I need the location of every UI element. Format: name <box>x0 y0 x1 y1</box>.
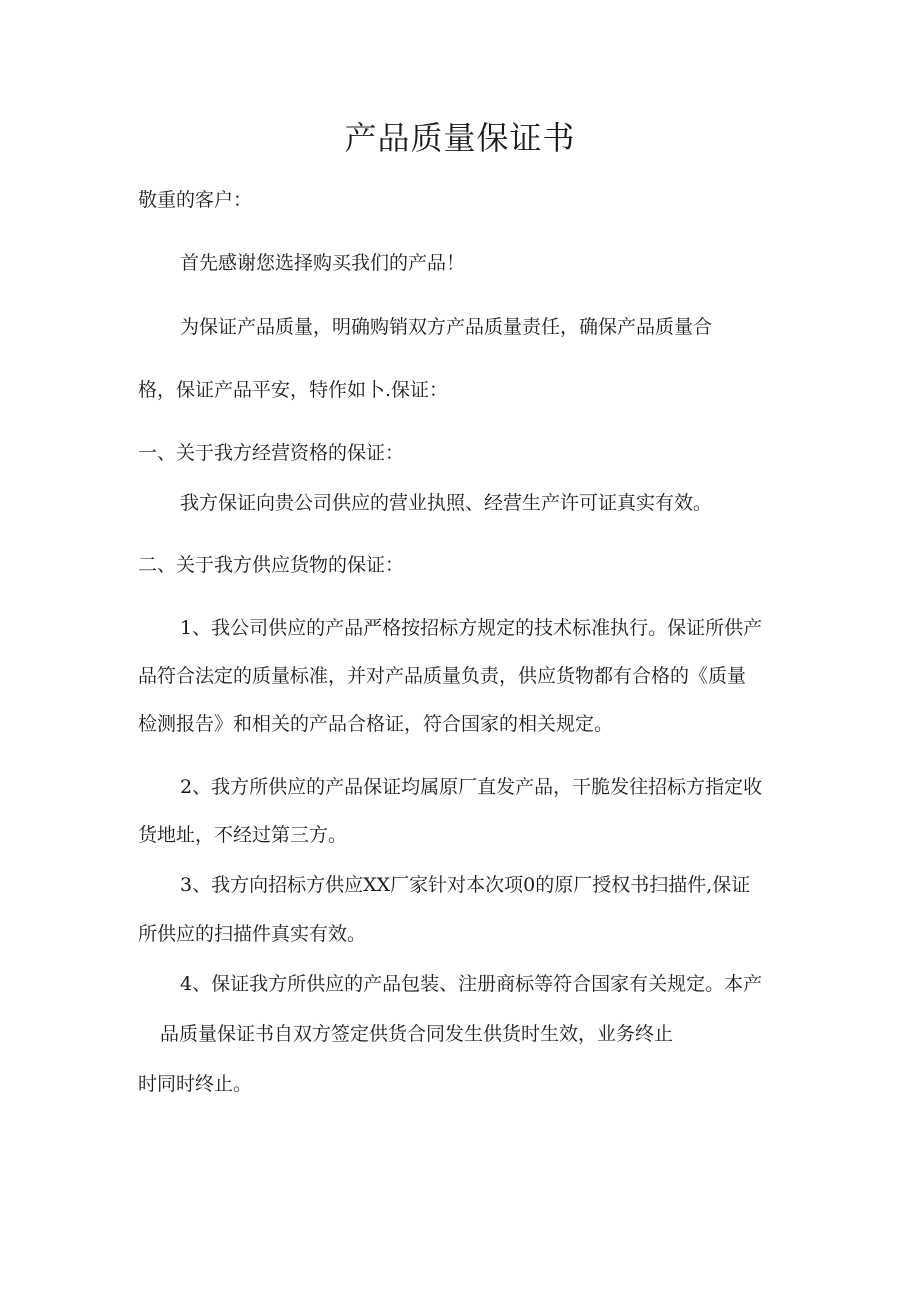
item-1-line-1: 1、我公司供应的产品严格按招标方规定的技术标准执行。保证所供产 <box>180 617 763 639</box>
thanks-paragraph: 首先感谢您选择购买我们的产品！ <box>180 252 466 274</box>
section-1-heading: 一、关于我方经营资格的保证： <box>138 442 405 464</box>
item-4-line-3: 时同时终止。 <box>138 1073 253 1095</box>
item-3-line-1: 3、我方向招标方供应XX厂家针对本次项0的原厂授权书扫描件,保证 <box>180 874 751 896</box>
salutation: 敬重的客户： <box>138 189 253 211</box>
item-2-line-1: 2、我方所供应的产品保证均属原厂直发产品，干脆发往招标方指定收 <box>180 776 763 798</box>
item-1-line-3: 检测报告》和相关的产品合格证，符合国家的相关规定。 <box>138 713 614 735</box>
section-1-body: 我方保证向贵公司供应的营业执照、经营生产许可证真实有效。 <box>180 492 713 514</box>
item-1-line-2: 品符合法定的质量标准，并对产品质量负责，供应货物都有合格的《质量 <box>138 665 747 687</box>
item-2-line-2: 货地址，不经过第三方。 <box>138 824 348 846</box>
item-4-line-2: 品质量保证书自双方签定供货合同发生供货时生效，业务终止 <box>160 1023 674 1045</box>
item-4-line-1: 4、保证我方所供应的产品包装、注册商标等符合国家有关规定。本产 <box>180 973 763 995</box>
item-3-line-2: 所供应的扫描件真实有效。 <box>138 923 367 945</box>
section-2-heading: 二、关于我方供应货物的保证： <box>138 554 405 576</box>
intro-line-1: 为保证产品质量，明确购销双方产品质量责任，确保产品质量合 <box>180 316 713 338</box>
document-title: 产品质量保证书 <box>344 119 576 157</box>
intro-line-2: 格，保证产品平安，特作如卜.保证： <box>138 379 449 401</box>
